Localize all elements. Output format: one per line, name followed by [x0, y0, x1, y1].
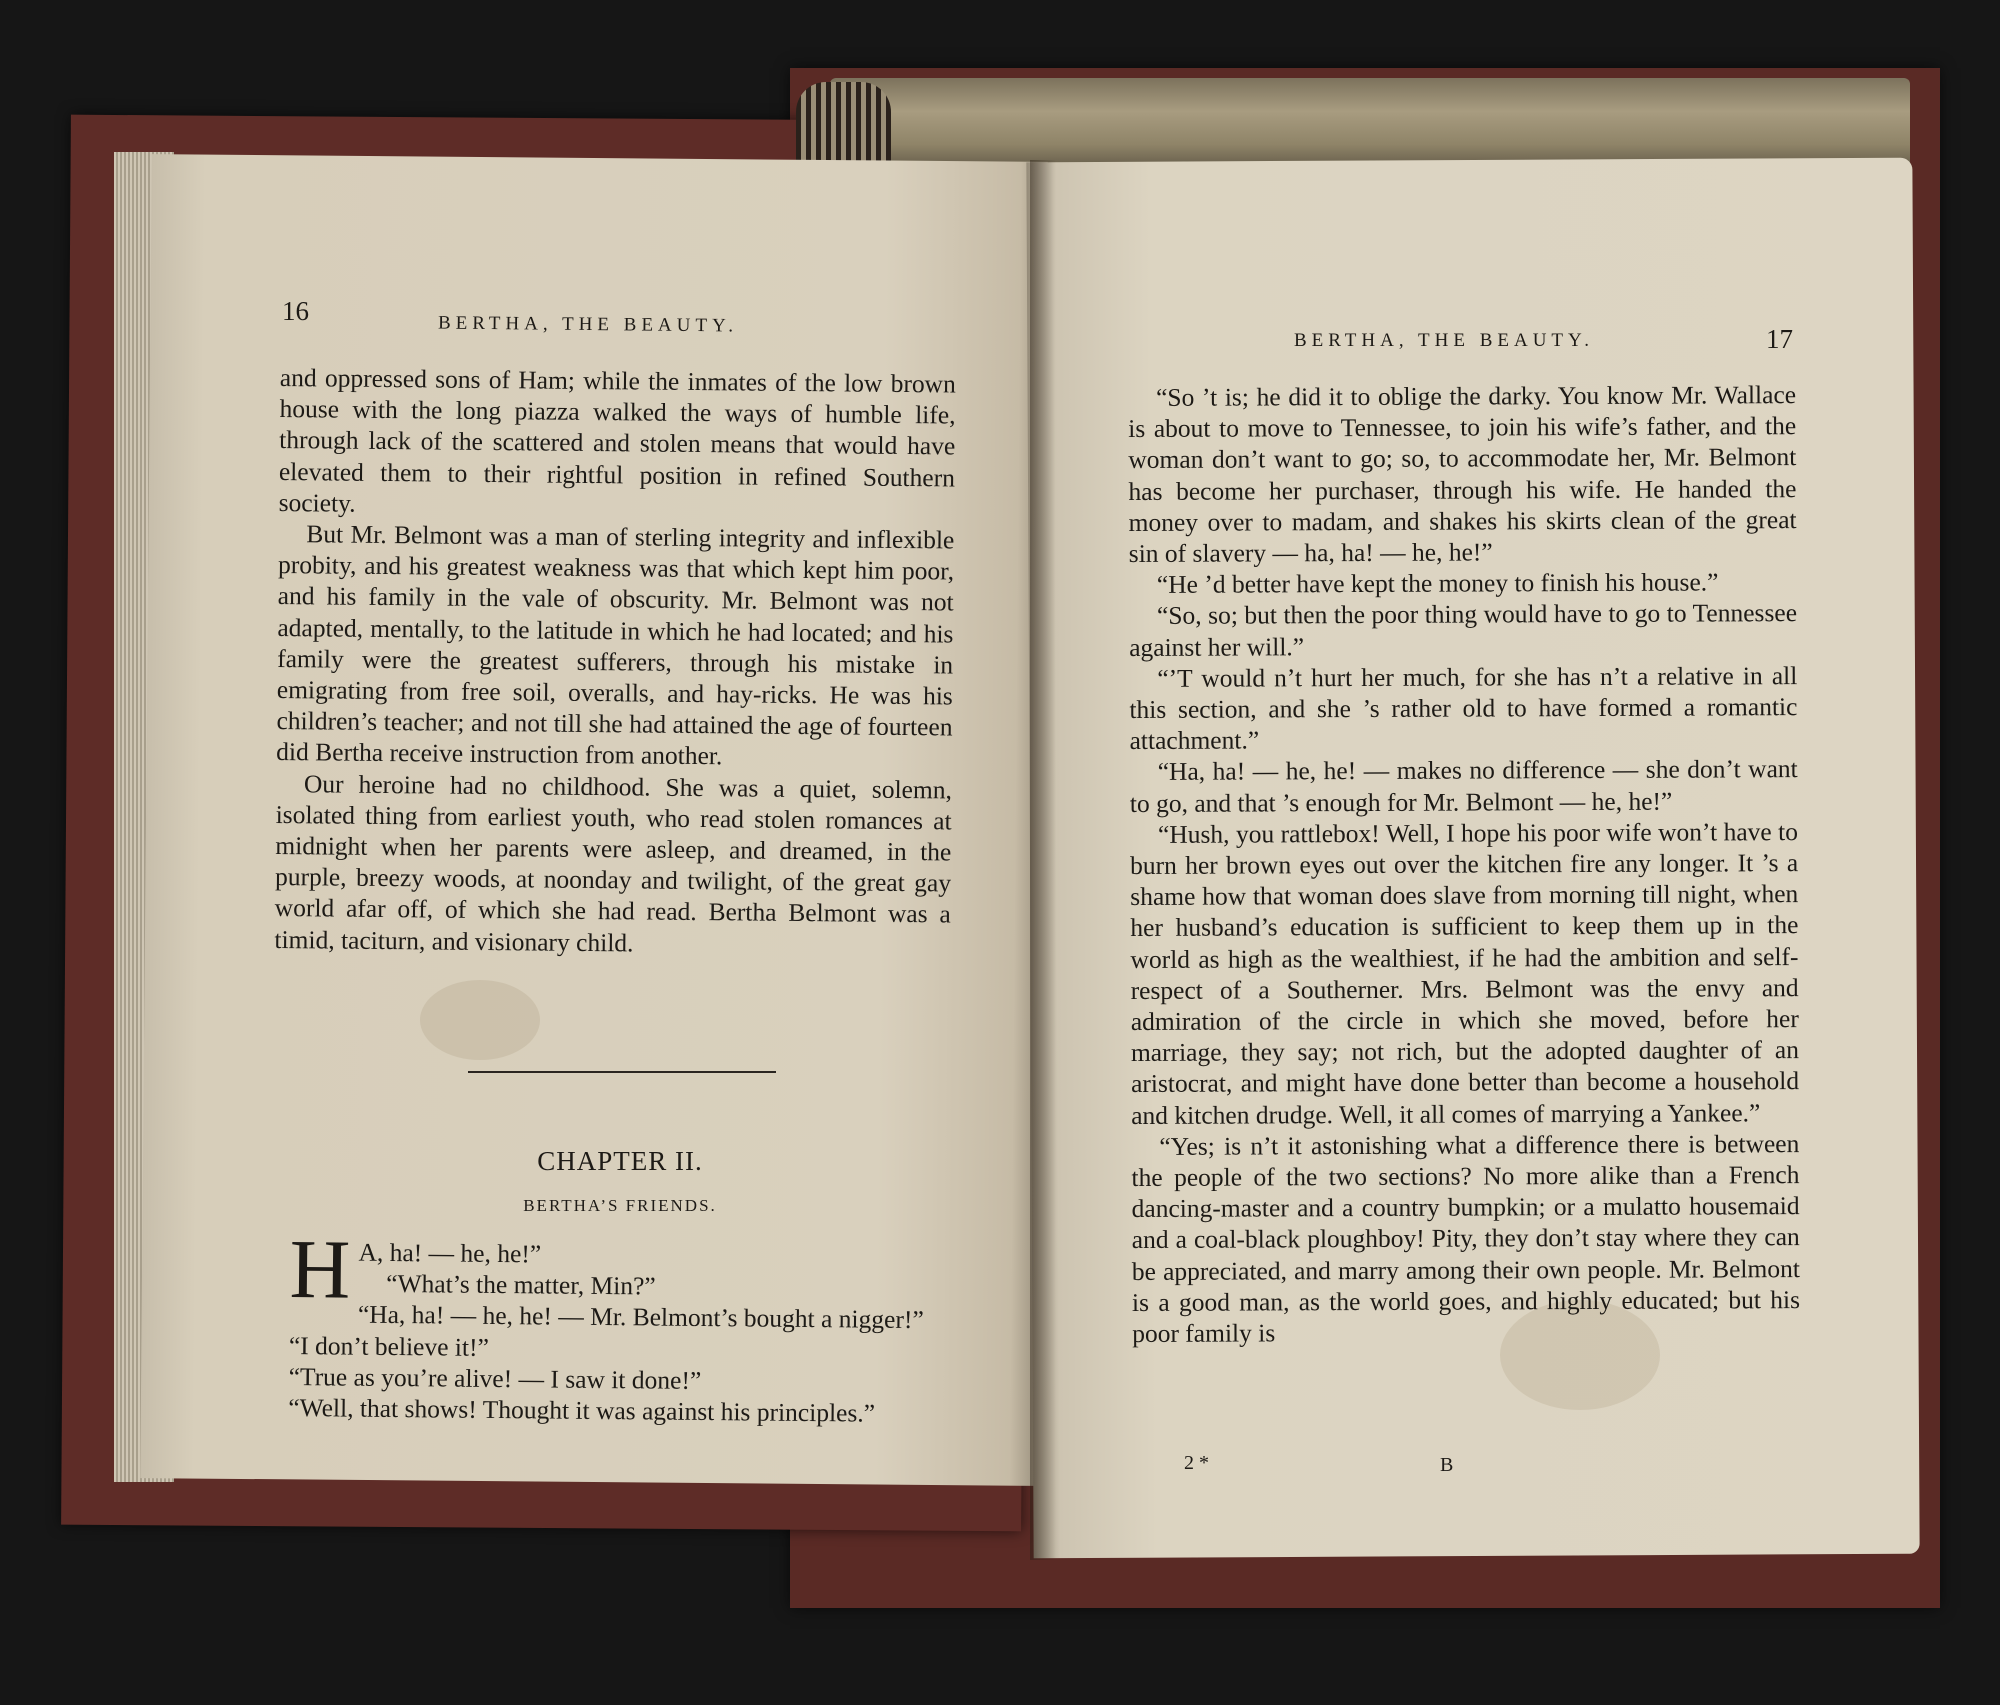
paragraph: But Mr. Belmont was a man of sterling integrity and inflexible probity, and his greatest weakness was that which kept him poor, and his family in the vale of obscurity. Mr. Belmont was not adapted, mentally, to the latitude in which he had located; and his family were the greatest sufferers, through his mistake in emigrating from free soil, overalls, and hay-ricks. He was his children’s teacher; and not till she had attained the age of fourteen did Bertha receive instruction from another. — [276, 519, 955, 771]
right-body-text — [1128, 379, 1800, 1349]
chapter-subtitle: BERTHA’S FRIENDS. — [523, 1196, 717, 1215]
spine-binding — [796, 82, 891, 162]
drop-cap: H — [289, 1223, 351, 1317]
gutter-shadow — [1030, 160, 1056, 1560]
chapter-title: CHAPTER II. — [537, 1146, 703, 1176]
paragraph: and oppressed sons of Ham; while the inmates of the low brown house with the long piazza walked the ways of humble life, through lack of the scattered and stolen means that would have elevated them to their rightful position in refined Southern society. — [278, 362, 956, 518]
chapter-opening-text — [288, 1223, 960, 1430]
dialogue-line: “What’s the matter, Min?” — [386, 1269, 656, 1301]
signature-mark: 2 * — [1184, 1452, 1209, 1474]
paragraph: “So, so; but then the poor thing would have to go to Tennessee against her will.” — [1129, 598, 1798, 662]
left-running-head: BERTHA, THE BEAUTY. — [437, 312, 739, 337]
dialogue-line: “True as you’re alive! — I saw it done!” — [288, 1361, 702, 1395]
left-page-number: 16 — [282, 296, 309, 326]
paragraph: Our heroine had no childhood. She was a quiet, solemn, isolated thing from earliest youth, who read stolen romances at midnight when her parents were asleep, and dreamed, in the purple, breezy woods, at noonday and twilight, of the great gay world afar off, of which she had read. Bertha Belmont was a timid, taciturn, and visionary child. — [274, 768, 953, 958]
left-body-text — [274, 362, 956, 961]
paragraph: “’T would n’t hurt her much, for she has n’t a relative in all this section, and she ’s rather old to have formed a romantic attachment.” — [1129, 660, 1798, 756]
paragraph: “Hush, you rattlebox! Well, I hope his poor wife won’t have to burn her brown eyes out over the kitchen fire any longer. It ’s a shame how that woman does slave from morning till night, when her husband’s education is sufficient to keep them up in the world as high as the wealthiest, if he had the ambition and self-respect of a Southerner. Mrs. Belmont was the envy and admiration of the circle in which she moved, before her marriage, they say; not rich, but the adopted daughter of an aristocrat, and might have done better than become a household and kitchen drudge. Well, it all comes of marrying a Yankee.” — [1130, 816, 1800, 1130]
paragraph: “So ’t is; he did it to oblige the darky. You know Mr. Wallace is about to move to Tennessee, to join his wife’s father, and the woman don’t want to go; so, to accommodate her, Mr. Belmont has become her purchaser, through his wife. He handed the money over to madam, and shakes his skirts clean of the great sin of slavery — ha, ha! — he, he!” — [1128, 380, 1797, 569]
dialogue-line: “I don’t believe it!” — [288, 1330, 489, 1362]
dialogue-line: A, ha! — he, he!” — [358, 1237, 542, 1269]
dialogue-line: “Well, that shows! Thought it was against his principles.” — [288, 1393, 876, 1428]
paragraph: “Ha, ha! — he, he! — makes no difference — she don’t want to go, and that ’s enough for Mr. Belmont — he, he!” — [1129, 754, 1798, 818]
right-running-head: BERTHA, THE BEAUTY. — [1294, 330, 1595, 351]
paragraph: “Yes; is n’t it astonishing what a difference there is between the people of the two sections? No more alike than a French dancing-master and a country bumpkin; or a mulatto housemaid and a coal-black ploughboy! Pity, they don’t stay where they can be appreciated, and marry among their own people. Mr. Belmont is a good man, as the world goes, and highly educated; but his poor family is — [1131, 1128, 1801, 1349]
dialogue-line: “Ha, ha! — he, he! — Mr. Belmont’s bought a nigger!” — [357, 1300, 924, 1335]
right-page-number: 17 — [1766, 324, 1793, 354]
paragraph: “He ’d better have kept the money to finish his house.” — [1156, 567, 1719, 600]
paper-stain — [420, 980, 540, 1060]
section-rule — [468, 1071, 776, 1073]
signature-letter: B — [1440, 1454, 1454, 1476]
